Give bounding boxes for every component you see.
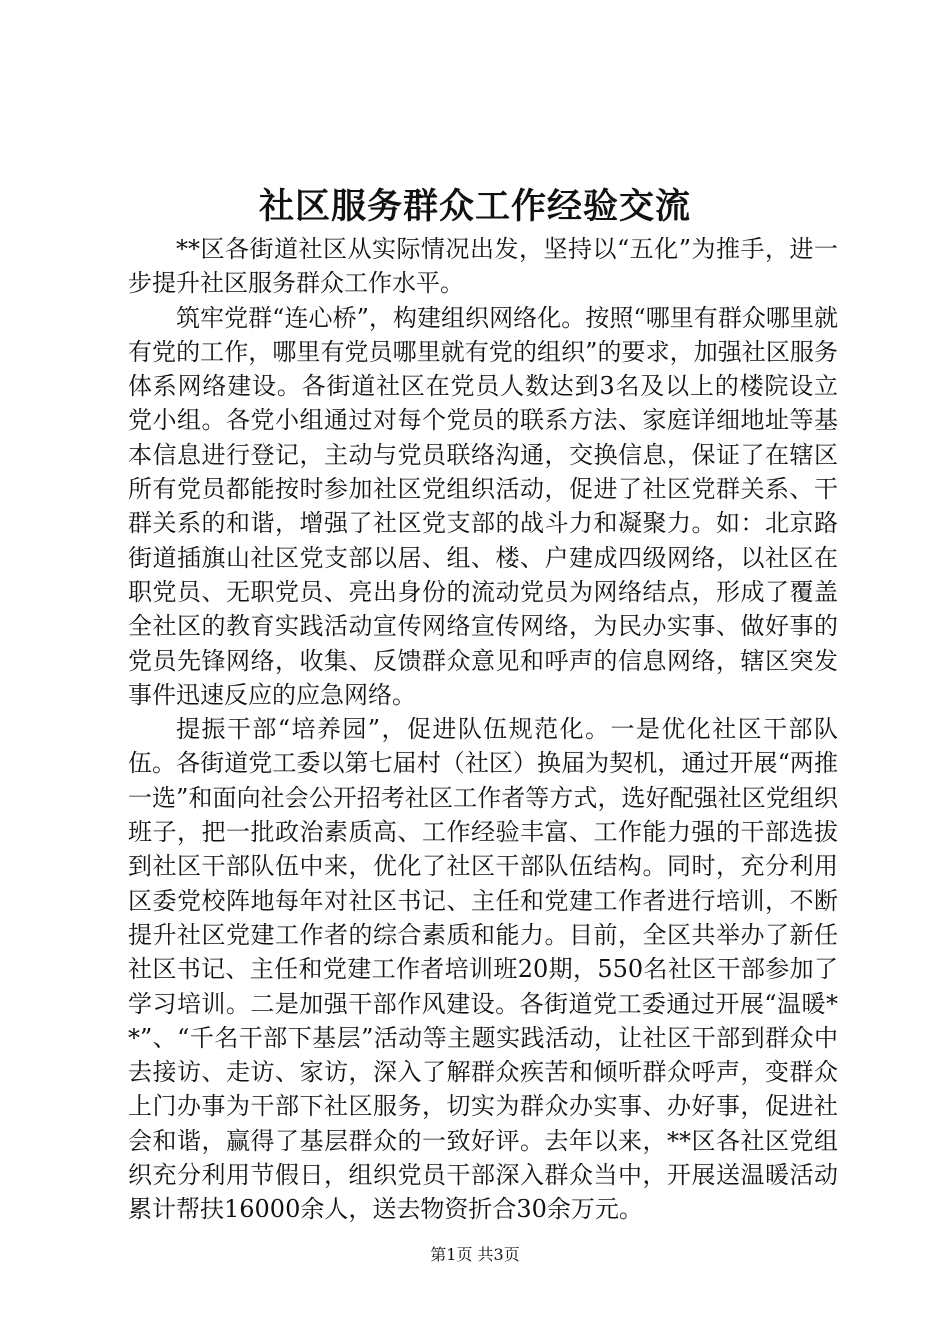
page-number-footer: 第1页 共3页 [430,1245,520,1264]
document-title: 社区服务群众工作经验交流 [258,186,691,227]
paragraph-organization-network: 筑牢党群“连心桥”，构建组织网络化。按照“哪里有群众哪里就有党的工作，哪里有党员哪里就有党的组织”的要求，加强社区服务体系网络建设。各街道社区在党员人数达到3名及以上的楼院设立党小组。各党小组通过对每个党员的联系方法、家庭详细地址等基本信息进行登记，主动与党员联络沟通，交换信息，保证了在辖区所有党员都能按时参加社区党组织活动，促进了社区党群关系、干群关系的和谐，增强了社区党支部的战斗力和凝聚力。如：北京路街道插旗山社区党支部以居、组、楼、户建成四级网络，以社区在职党员、无职党员、亮出身份的流动党员为网络结点，形成了覆盖全社区的教育实践活动宣传网络宣传网络，为民办实事、做好事的党员先锋网络，收集、反馈群众意见和呼声的信息网络，辖区突发事件迅速反应的应急网络。 [128,303,838,709]
paragraph-intro: **区各街道社区从实际情况出发，坚持以“五化”为推手，进一步提升社区服务群众工作水平。 [128,235,838,298]
paragraph-cadre-training: 提振干部“培养园”，促进队伍规范化。一是优化社区干部队伍。各街道党工委以第七届村（社区）换届为契机，通过开展“两推一选”和面向社会公开招考社区工作者等方式，选好配强社区党组织班子，把一批政治素质高、工作经验丰富、工作能力强的干部选拔到社区干部队伍中来，优化了社区干部队伍结构。同时，充分利用区委党校阵地每年对社区书记、主任和党建工作者进行培训，不断提升社区党建工作者的综合素质和能力。目前，全区共举办了新任社区书记、主任和党建工作者培训班20期，550名社区干部参加了学习培训。二是加强干部作风建设。各街道党工委通过开展“温暖**”、“千名干部下基层”活动等主题实践活动，让社区干部到群众中去接访、走访、家访，深入了解群众疾苦和倾听群众呼声，变群众上门办事为干部下社区服务，切实为群众办实事、办好事，促进社会和谐，赢得了基层群众的一致好评。去年以来，**区各社区党组织充分利用节假日，组织党员干部深入群众当中，开展送温暖活动累计帮扶16000余人，送去物资折合30余万元。 [128,715,838,1224]
document-body [128,232,838,1227]
